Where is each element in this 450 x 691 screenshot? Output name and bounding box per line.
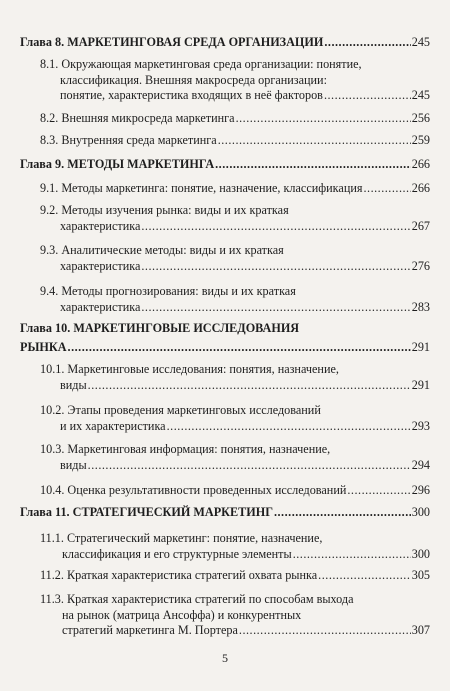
toc-page-ref: 300: [411, 546, 430, 561]
toc-page-ref: 293: [411, 418, 430, 433]
toc-entry-text: 11.1. Стратегический маркетинг: понятие, назначение,: [40, 531, 323, 545]
toc-line: [40, 592, 430, 608]
toc-line: [40, 57, 430, 73]
toc-page-ref: 283: [411, 299, 430, 314]
toc-page-ref: 276: [411, 258, 430, 273]
toc-line: [40, 362, 430, 378]
toc-entry-text: 11.3. Краткая характеристика стратегий по способам выхода: [40, 592, 354, 606]
leader-dots: [363, 181, 410, 197]
toc-chapter-9: [20, 157, 430, 173]
leader-dots: [274, 505, 411, 521]
toc-entry-title: РЫНКА: [20, 339, 67, 354]
toc-entry-text: виды: [60, 457, 87, 472]
toc-entry-text: характеристика: [60, 218, 141, 233]
leader-dots: [239, 623, 411, 639]
leader-dots: [141, 219, 410, 235]
toc-section-8-3: [40, 133, 430, 149]
toc-line: [40, 181, 430, 197]
toc-line: [40, 623, 430, 639]
toc-section-11-3: [40, 592, 430, 639]
toc-entry-text: на рынок (матрица Ансоффа) и конкурентных: [62, 607, 302, 622]
toc-line: [40, 219, 430, 235]
leader-dots: [68, 340, 411, 356]
leader-dots: [293, 547, 411, 563]
leader-dots: [88, 378, 411, 394]
toc-section-8-1: [40, 57, 430, 104]
leader-dots: [141, 300, 410, 316]
toc-entry-text: 9.1. Методы маркетинга: понятие, назначение, классификация: [40, 181, 363, 195]
toc-line: [40, 243, 430, 259]
toc-line: [40, 259, 430, 275]
toc-section-10-4: [40, 483, 430, 499]
toc-section-9-4: [40, 284, 430, 315]
toc-section-9-3: [40, 243, 430, 274]
toc-page-ref: 296: [411, 483, 430, 497]
toc-chapter-10: [20, 321, 430, 355]
toc-line: [40, 547, 430, 563]
toc-page-ref: 291: [411, 339, 430, 354]
toc-line: [40, 378, 430, 394]
toc-entry-text: 8.3. Внутренняя среда маркетинга: [40, 133, 217, 147]
toc-entry-text: 10.4. Оценка результативности проведенных исследований: [40, 483, 347, 497]
toc-entry-text: классификация. Внешняя макросреда организации:: [60, 72, 327, 87]
toc-section-8-2: [40, 111, 430, 127]
toc-line: [40, 442, 430, 458]
toc-page-ref: 291: [411, 377, 430, 392]
toc-line: [40, 133, 430, 149]
toc-line: [40, 608, 430, 624]
leader-dots: [324, 35, 410, 51]
toc-page-ref: 259: [411, 133, 430, 147]
toc-entry-text: 9.2. Методы изучения рынка: виды и их краткая: [40, 203, 289, 217]
toc-line: [40, 531, 430, 547]
toc-section-10-3: [40, 442, 430, 473]
toc-section-10-1: [40, 362, 430, 393]
leader-dots: [318, 568, 411, 584]
toc-entry-title: Глава 10. МАРКЕТИНГОВЫЕ ИССЛЕДОВАНИЯ: [20, 321, 300, 335]
toc-line: [40, 284, 430, 300]
toc-page-ref: 305: [411, 568, 430, 582]
toc-chapter-8: [20, 35, 430, 51]
toc-section-9-1: [40, 181, 430, 197]
leader-dots: [141, 259, 410, 275]
toc-line: [40, 111, 430, 127]
toc-entry-text: 8.1. Окружающая маркетинговая среда организации: понятие,: [40, 57, 362, 71]
toc-entry-text: 9.4. Методы прогнозирования: виды и их краткая: [40, 284, 296, 298]
toc-line: [40, 419, 430, 435]
leader-dots: [236, 111, 411, 127]
toc-entry-text: 11.2. Краткая характеристика стратегий охвата рынка: [40, 568, 318, 582]
toc-line: [20, 35, 430, 51]
toc-entry-text: 10.3. Маркетинговая информация: понятия, назначение,: [40, 442, 331, 456]
toc-entry-text: 8.2. Внешняя микросреда маркетинга: [40, 111, 235, 125]
toc-page-ref: 300: [411, 505, 430, 519]
leader-dots: [167, 419, 411, 435]
leader-dots: [347, 483, 410, 499]
toc-page-ref: 294: [411, 457, 430, 472]
toc-entry-title: Глава 8. МАРКЕТИНГОВАЯ СРЕДА ОРГАНИЗАЦИИ: [20, 35, 324, 49]
toc-page-ref: 245: [411, 88, 430, 102]
toc-page-ref: 266: [411, 181, 430, 195]
toc-line: [20, 340, 430, 356]
toc-entry-text: 10.2. Этапы проведения маркетинговых исследований: [40, 403, 321, 417]
toc-entry-text: и их характеристика: [60, 418, 166, 433]
toc-section-9-2: [40, 203, 430, 234]
toc-line: [40, 568, 430, 584]
leader-dots: [324, 88, 411, 104]
toc-entry-title: Глава 9. МЕТОДЫ МАРКЕТИНГА: [20, 157, 215, 171]
toc-line: [40, 73, 430, 89]
leader-dots: [218, 133, 411, 149]
toc-line: [40, 458, 430, 474]
toc-line: [40, 203, 430, 219]
toc-line: [40, 300, 430, 316]
toc-section-11-1: [40, 531, 430, 562]
toc-entry-text: стратегий маркетинга М. Портера: [62, 623, 238, 637]
toc-page-ref: 245: [411, 35, 430, 49]
toc-line: [40, 403, 430, 419]
toc-section-11-2: [40, 568, 430, 584]
toc-page-ref: 266: [411, 157, 430, 171]
toc-line: [40, 88, 430, 104]
leader-dots: [88, 458, 411, 474]
toc-section-10-2: [40, 403, 430, 434]
toc-page-ref: 267: [411, 218, 430, 233]
toc-entry-text: характеристика: [60, 258, 141, 273]
toc-line: [40, 483, 430, 499]
toc-line: [20, 157, 430, 173]
toc-page-ref: 307: [411, 623, 430, 637]
leader-dots: [215, 157, 411, 173]
toc-page-ref: 256: [411, 111, 430, 125]
toc-line: [20, 321, 430, 337]
toc-entry-text: 9.3. Аналитические методы: виды и их краткая: [40, 243, 284, 257]
toc-chapter-11: [20, 505, 430, 521]
toc-entry-text: понятие, характеристика входящих в неё факторов: [60, 88, 323, 102]
toc-entry-title: Глава 11. СТРАТЕГИЧЕСКИЙ МАРКЕТИНГ: [20, 505, 273, 519]
toc-line: [20, 505, 430, 521]
toc-entry-text: 10.1. Маркетинговые исследования: понятия, назначение,: [40, 362, 339, 376]
toc-entry-text: виды: [60, 377, 87, 392]
toc-entry-text: классификация и его структурные элементы: [62, 546, 292, 561]
page-number: 5: [222, 651, 228, 665]
toc-entry-text: характеристика: [60, 299, 141, 314]
